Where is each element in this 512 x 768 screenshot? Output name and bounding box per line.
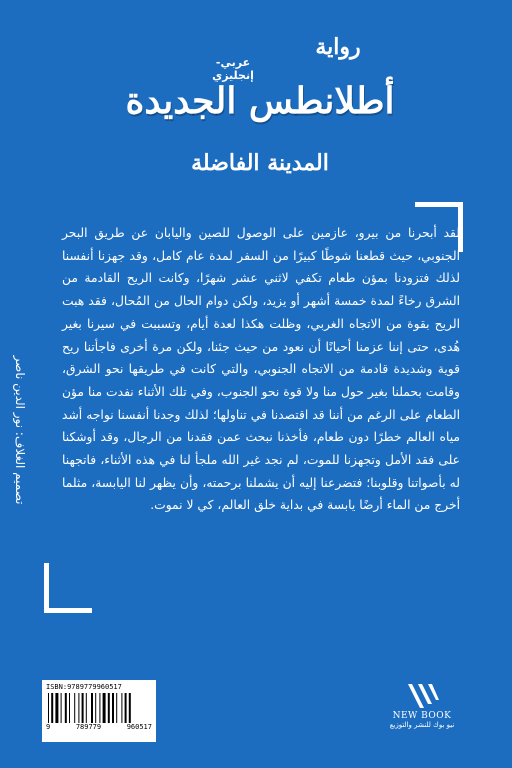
edition-label: عربي-إنجليزي bbox=[212, 56, 254, 82]
publisher-name: NEW BOOK bbox=[392, 711, 452, 721]
synopsis-text bbox=[62, 222, 460, 517]
barcode-digits bbox=[46, 723, 152, 731]
barcode-digit-group: 9 bbox=[46, 723, 51, 731]
publisher-block bbox=[374, 682, 470, 729]
credit-text: تصميم الغلاف: نور الدين ناصر bbox=[13, 355, 27, 505]
barcode-icon bbox=[46, 693, 152, 723]
isbn-label: ISBN:9789779960517 bbox=[46, 683, 122, 691]
publisher-logo-icon bbox=[404, 682, 440, 710]
synopsis-paragraph: لقد أبحرنا من بيرو، عازمين على الوصول للصين واليابان عن طريق البحر الجنوبي، حيث قطعنا شوطًا كبيرًا من السفر لمدة عام كامل، وقد جهزنا أنفسنا لذلك فتزودنا بمؤن طعام تكفي لاثني عشر شهرًا، وكانت الريح القادمة من الشرق رخاءً لمدة خمسة أشهر أو يزيد، ولكن دوام الحال من المُحال، فقد هبت الريح بقوة من الاتجاه الغربي، وظلت هكذا لعدة أيام، وتسببت في سيرنا بغير هُدى، حتى إننا عزمنا أحيانًا أن نعود من حيث جئنا، ولكن مرة أخرى فاجأتنا ريح قوية وشديدة قادمة من الاتجاه الجنوبي، والتي كانت في طريقها نحو الشرق، وقامت بحملنا بغير حول منا ولا قوة نحو الجنوب، وفي تلك الأثناء نفدت منا مؤن الطعام على الرغم من أننا قد اقتصدنا في تناولها؛ لذلك وجدنا أنفسنا نواجه أشد مياه العالم خطرًا دون طعام، فأخذنا نبحث عمن فقدنا من الرجال، وقد أوشكنا على فقد الأمل وتجهزنا للموت، لم نجد غير الله ملجأ لنا في هذه الأثناء، فاتجهنا له بأصواتنا وقلوبنا؛ فتضرعنا إليه أن يشملنا برحمته، وأن يظهر لنا اليابسة، مثلما أخرج من الماء أرضًا يابسة في بداية خلق العالم، كي لا نموت. bbox=[62, 226, 460, 513]
barcode-digit-group: 960517 bbox=[126, 723, 152, 731]
cover-design-credit bbox=[10, 230, 30, 630]
barcode-digit-group: 789779 bbox=[75, 723, 102, 731]
book-title: أطلانطس الجديدة bbox=[125, 80, 395, 122]
corner-bracket-bottom-left bbox=[44, 563, 92, 613]
genre-label: رواية bbox=[315, 34, 361, 60]
book-subtitle: المدينة الفاضلة bbox=[191, 150, 329, 176]
barcode-panel bbox=[42, 680, 156, 742]
publisher-tagline: نيو بوك للنشر والتوزيع bbox=[389, 721, 455, 729]
